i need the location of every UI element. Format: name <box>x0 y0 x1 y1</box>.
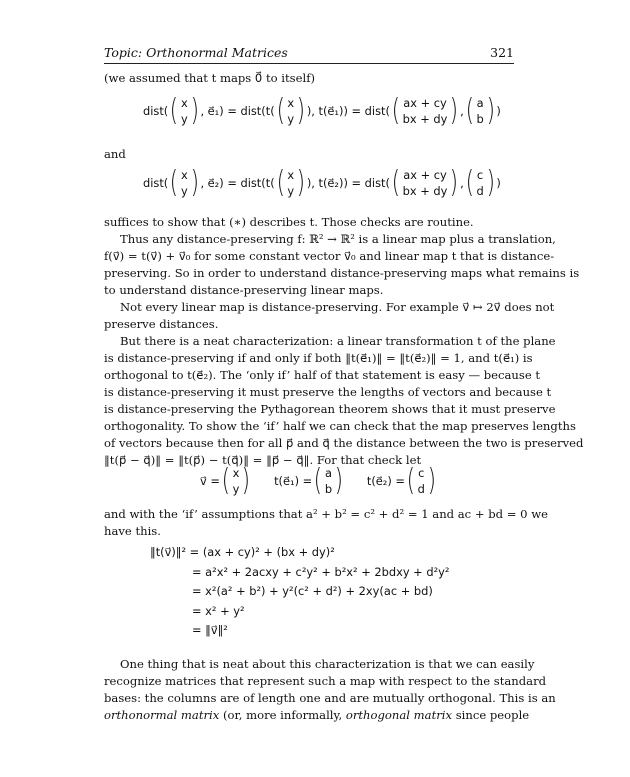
text-line: of vectors because then for all p⃗ and q⃗ the distance between the two is preserved <box>104 436 584 450</box>
text-line: Thus any distance-preserving f: ℝ² → ℝ² is a linear map plus a translation, <box>120 232 556 246</box>
vec-entry: y <box>180 112 188 126</box>
derivation-row <box>150 582 449 602</box>
vec-entry: y <box>180 184 188 198</box>
derivation-line: = x²(a² + b²) + y²(c² + d²) + 2xy(ac + bd) <box>192 584 433 599</box>
vec-entry: x <box>287 168 295 182</box>
text-line: is distance-preserving the Pythagorean theorem shows that it must preserve <box>104 402 556 416</box>
text-line: (we assumed that t maps 0⃗ to itself) <box>104 71 316 85</box>
equation-dist-e2 <box>143 165 501 201</box>
vec-entry: d <box>417 482 425 496</box>
derivation-line: = x² + y² <box>192 603 245 618</box>
eq-text: , e⃗₂) = dist(t( <box>200 176 275 190</box>
derivation-row <box>150 621 449 641</box>
vec-entry: c <box>418 466 425 480</box>
text-line: Not every linear map is distance-preserving. For example v⃗ ↦ 2v⃗ does not <box>120 300 555 314</box>
text-line-last <box>104 707 530 724</box>
aligned-derivation <box>150 543 449 641</box>
eq-text: ), t(e⃗₂)) = dist( <box>306 176 390 190</box>
vec-entry: bx + dy <box>402 184 448 198</box>
eq-text: , <box>460 176 464 190</box>
derivation-row <box>150 563 449 583</box>
column-vector: ( ax + cy bx + dy ) <box>391 93 459 128</box>
eq-text: dist( <box>143 104 169 118</box>
eq-text: t(e⃗₂) = <box>366 474 405 488</box>
text-line: have this. <box>104 524 161 538</box>
derivation-line: = a²x² + 2acxy + c²y² + b²x² + 2bdxy + d²y² <box>192 564 450 579</box>
vec-entry: y <box>287 184 295 198</box>
derivation-line: = ‖v⃗‖² <box>192 623 228 638</box>
vec-entry: y <box>287 112 295 126</box>
eq-text: ), t(e⃗₁)) = dist( <box>306 104 390 118</box>
vec-entry: c <box>476 168 484 182</box>
text-line: orthogonality. To show the ‘if’ half we can check that the map preserves lengths <box>104 419 576 433</box>
text-line: preserving. So in order to understand distance-preserving maps what remains is <box>104 266 580 280</box>
emphasis-term: orthonormal matrix <box>104 708 220 722</box>
column-vector: ( x y ) <box>170 93 199 128</box>
eq-text: v⃗ = <box>200 474 220 488</box>
vec-entry: x <box>232 466 240 480</box>
text-run: since people <box>452 708 530 722</box>
eq-text: , e⃗₁) = dist(t( <box>200 104 275 118</box>
section-title: Topic: Orthonormal Matrices <box>104 45 288 60</box>
text-line: is distance-preserving it must preserve the lengths of vectors and because t <box>104 385 552 399</box>
eq-text: ) <box>496 104 501 118</box>
column-vector: ( x y ) <box>276 93 306 128</box>
text-line: and <box>104 147 126 161</box>
text-line: One thing that is neat about this characterization is that we can easily <box>120 657 535 671</box>
text-line: preserve distances. <box>104 317 219 331</box>
text-line: recognize matrices that represent such a map with respect to the standard <box>104 674 547 688</box>
eq-text: , <box>460 104 464 118</box>
text-line: to understand distance-preserving linear maps. <box>104 283 384 297</box>
text-run: (or, more informally, <box>219 708 346 722</box>
text-line: orthogonal to t(e⃗₂). The ‘only if’ half of that statement is easy — because t <box>104 368 541 382</box>
emphasis-term: orthogonal matrix <box>345 708 453 722</box>
eq-text: t(e⃗₁) = <box>274 474 313 488</box>
derivation-row <box>150 602 449 622</box>
page-number: 321 <box>490 45 514 60</box>
text-line: is distance-preserving if and only if both ‖t(e⃗₁)‖ = ‖t(e⃗₂)‖ = 1, and t(e⃗₁) is <box>104 351 533 365</box>
vec-entry: x <box>180 168 188 182</box>
text-line: ‖t(p⃗ − q⃗)‖ = ‖t(p⃗) − t(q⃗)‖ = ‖p⃗ − q⃗‖. For that check let <box>104 453 422 467</box>
derivation-line: ‖t(v⃗)‖² = (ax + cy)² + (bx + dy)² <box>150 545 335 559</box>
vec-entry: ax + cy <box>403 168 447 182</box>
column-vector: ( c d ) <box>465 165 495 200</box>
vec-entry: b <box>476 112 484 126</box>
vec-entry: a <box>325 466 333 480</box>
column-vector: ( a b ) <box>313 463 344 498</box>
column-vector: ( a b ) <box>465 93 495 128</box>
text-line: f(v⃗) = t(v⃗) + v⃗₀ for some constant vector v⃗₀ and linear map t that is distance- <box>104 249 555 263</box>
equation-definitions <box>200 463 438 499</box>
text-line: bases: the columns are of length one and are mutually orthogonal. This is an <box>104 691 556 705</box>
vec-entry: x <box>180 96 188 110</box>
equation-dist-e1 <box>143 93 501 129</box>
text-line: But there is a neat characterization: a linear transformation t of the plane <box>120 334 556 348</box>
vec-entry: b <box>324 482 333 496</box>
eq-text: dist( <box>143 176 169 190</box>
vec-entry: x <box>287 96 295 110</box>
column-vector: ( x y ) <box>221 463 251 498</box>
vec-entry: d <box>476 184 484 198</box>
column-vector: ( x y ) <box>170 165 199 200</box>
vec-entry: bx + dy <box>402 112 448 126</box>
column-vector: ( ax + cy bx + dy ) <box>391 165 459 200</box>
vec-entry: y <box>232 482 240 496</box>
column-vector: ( x y ) <box>276 165 306 200</box>
header-rule <box>104 63 514 64</box>
text-line: suffices to show that (∗) describes t. Those checks are routine. <box>104 215 474 229</box>
text-line: and with the ‘if’ assumptions that a² + b² = c² + d² = 1 and ac + bd = 0 we <box>104 507 549 521</box>
eq-text: ) <box>496 176 501 190</box>
vec-entry: ax + cy <box>403 96 447 110</box>
column-vector: ( c d ) <box>406 463 436 498</box>
vec-entry: a <box>476 96 484 110</box>
